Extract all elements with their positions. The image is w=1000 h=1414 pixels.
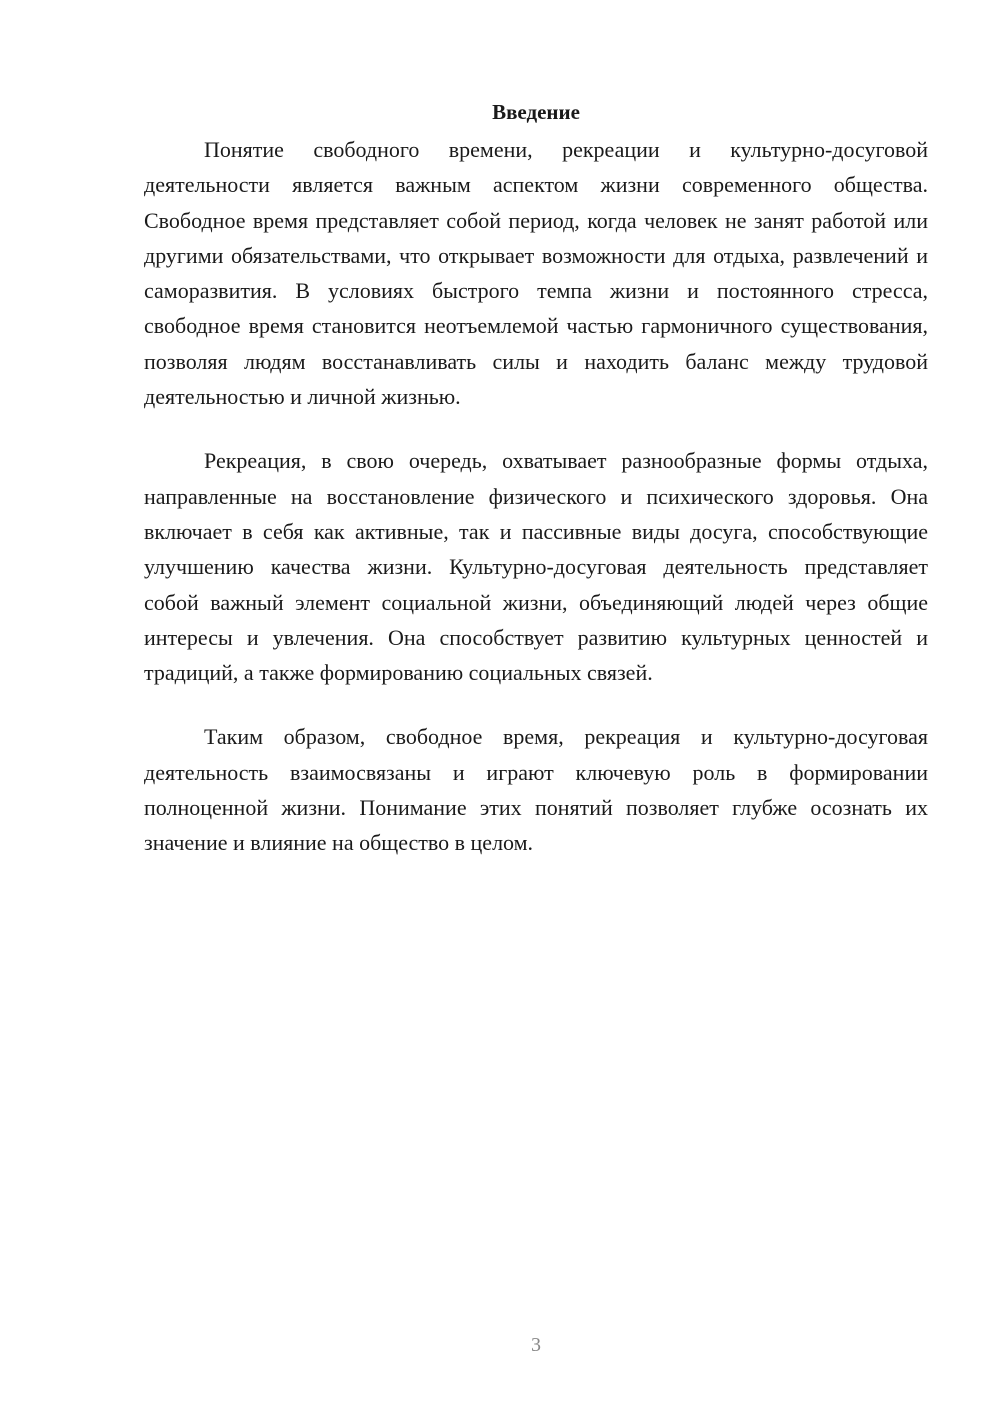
paragraph-2: Рекреация, в свою очередь, охватывает разнообразные формы отдыха, направленные на восстановление физического и психического здоровья. Она включает в себя как активные, так и пассивные виды досуга, способствующие улучшению качества жизни. Культурно-досуговая деятельность представляет собой важный элемент социальной жизни, объединяющий людей через общие интересы и увлечения. Она способствует развитию культурных ценностей и традиций, а также формированию социальных связей.	[144, 448, 928, 686]
paragraph-1: Понятие свободного времени, рекреации и культурно-досуговой деятельности является важным аспектом жизни современного общества. Свободное время представляет собой период, когда человек не занят работой или другими обязательствами, что открывает возможности для отдыха, развлечений и саморазвития. В условиях быстрого темпа жизни и постоянного стресса, свободное время становится неотъемлемой частью гармоничного существования, позволяя людям восстанавливать силы и находить баланс между трудовой деятельностью и личной жизнью.	[144, 137, 928, 410]
page-number: 3	[531, 1334, 541, 1356]
paragraph-3: Таким образом, свободное время, рекреация и культурно-досуговая деятельность взаимосвязаны и играют ключевую роль в формировании полноценной жизни. Понимание этих понятий позволяет глубже осознать их значение и влияние на общество в целом.	[144, 724, 928, 856]
section-heading: Введение	[492, 100, 580, 124]
page-content	[144, 96, 928, 890]
